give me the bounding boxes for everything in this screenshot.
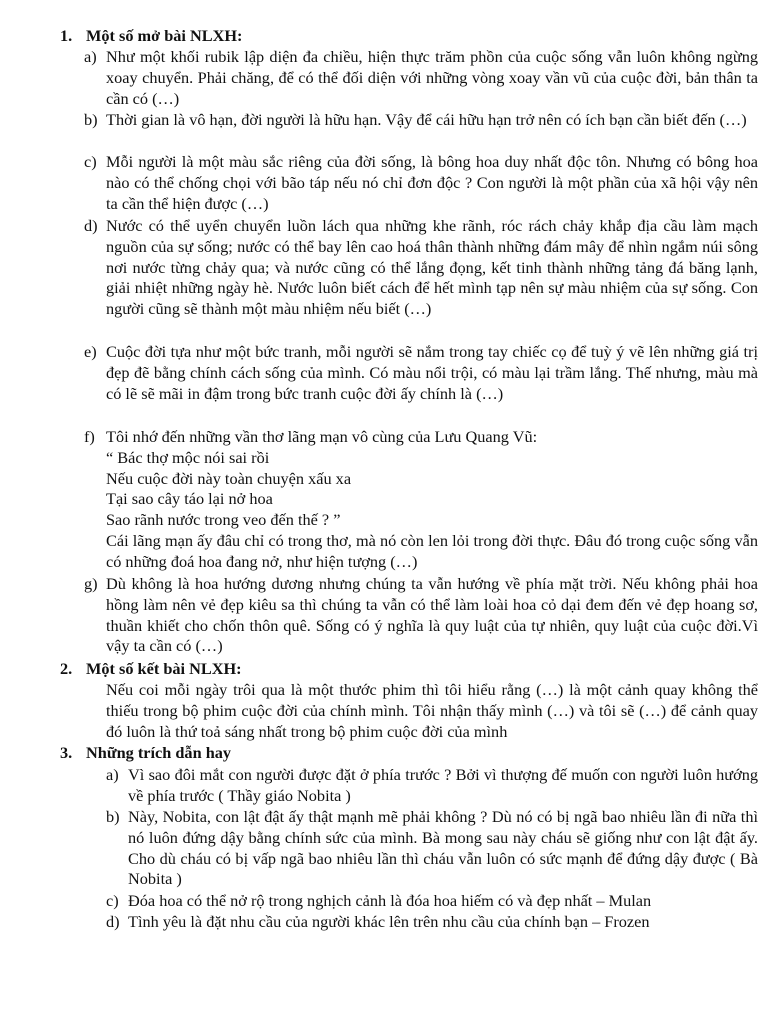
section-3-title: Những trích dẫn hay [86,743,232,762]
item-label: c) [106,891,119,910]
item-label: d) [106,912,120,931]
item-label: b) [106,807,120,826]
section-2-number: 2. [60,659,73,678]
item-text: Này, Nobita, con lật đật ấy thật mạnh mẽ phải không ? Dù nó có bị ngã bao nhiêu lần đi nữa thì nó luôn đứng dậy bằng chính sức của mình. Bà mong sau này cháu sẽ giống như con lật đật ấy. Cho dù cháu có bị vấp ngã bao nhiêu lần thì cháu vẫn luôn có sức mạnh để đứng dậy được ( Bà Nobita ) [128,807,758,889]
item-text: Thời gian là vô hạn, đời người là hữu hạn. Vậy để cái hữu hạn trở nên có ích bạn cần biết đến (…) [106,110,747,129]
section-1-item-b [84,110,758,131]
section-3-item-d [106,912,758,933]
poem-line: Sao rãnh nước trong veo đến thế ? ” [106,510,341,530]
item-text: Mỗi người là một màu sắc riêng của đời sống, là bông hoa duy nhất độc tôn. Nhưng có bông hoa nào có thể chống chọi với bão táp nếu nó chỉ đơn độc ? Con người là một phần của xã hội vậy nên ta cần thể hiện được (…) [106,152,758,213]
item-text: Cuộc đời tựa như một bức tranh, mỗi người sẽ nắm trong tay chiếc cọ để tuỳ ý vẽ lên những giá trị đẹp đẽ bằng chính cách sống của mình. Có màu nổi trội, có màu lại trầm lắng. Thế nhưng, màu mà có lẽ sẽ mãi in đậm trong bức tranh cuộc đời ấy chính là (…) [106,342,758,403]
item-text: Đóa hoa có thể nở rộ trong nghịch cảnh là đóa hoa hiếm có và đẹp nhất – Mulan [128,891,652,910]
item-label: a) [84,47,97,66]
item-label: d) [84,216,98,235]
section-1-heading [60,26,242,47]
section-2-heading [60,659,242,680]
item-label: f) [84,427,95,446]
item-label: g) [84,574,98,593]
item-label: a) [106,765,119,784]
poem-block [106,427,758,573]
section-1-item-c [84,152,758,214]
section-1-item-e [84,342,758,404]
section-3-item-c [106,891,758,912]
section-3-heading [60,743,231,764]
section-1-title: Một số mở bài NLXH: [86,26,243,45]
item-text: Như một khối rubik lập diện đa chiều, hiện thực trăm phồn của cuộc sống vẫn luôn không ngừng xoay chuyển. Phải chăng, để có thể đối diện với những vòng xoay vần vũ của cuộc đời, bản thân ta cần có (…) [106,47,758,108]
item-text: Tình yêu là đặt nhu cầu của người khác lên trên nhu cầu của chính bạn – Frozen [128,912,650,931]
item-label: b) [84,110,98,129]
item-text: Dù không là hoa hướng dương nhưng chúng ta vẫn hướng về phía mặt trời. Nếu không phải hoa hồng làm nên vẻ đẹp kiêu sa thì chúng ta vẫn có thể làm loài hoa cỏ dại đem đến vẻ đẹp hoang sơ, thuần khiết cho chốn thôn quê. Sống có ý nghĩa là quy luật của tự nhiên, quy luật của cuộc đời.Vì vậy ta cần có (…) [106,574,758,656]
section-1-item-g [84,574,758,657]
poem-line: “ Bác thợ mộc nói sai rồi [106,447,270,467]
section-3-item-b [106,807,758,890]
poem-line: Nếu cuộc đời này toàn chuyện xấu xa [106,468,352,488]
section-1-number: 1. [60,26,73,45]
section-2-paragraph [106,680,758,742]
section-3-item-a [106,765,758,807]
item-label: e) [84,342,97,361]
section-2-title: Một số kết bài NLXH: [86,659,242,678]
item-text: Vì sao đôi mắt con người được đặt ở phía trước ? Bởi vì thượng đế muốn con người luôn hướng về phía trước ( Thầy giáo Nobita ) [128,765,758,805]
item-text: Nước có thể uyển chuyển luồn lách qua những khe rãnh, róc rách chảy khắp địa cầu làm mạch nguồn của sự sống; nước có thể bay lên cao hoá thân thành những đám mây để nhìn ngắm núi sông nơi nước từng chảy qua; và nước cũng có thể lắng đọng, kết tinh thành những tảng đá băng lạnh, giải nhiệt những ngày hè. Nước luôn biết cách để hết mình tạp nên sự màu nhiệm của sự sống. Con người cũng sẽ thành một màu nhiệm nếu biết (…) [106,216,758,319]
section-1-item-a [84,47,758,109]
item-text: Cái lãng mạn ấy đâu chỉ có trong thơ, mà nó còn len lỏi trong đời thực. Đâu đó trong cuộc sống vẫn có những đoá hoa đang nở, như hiện tượng (…) [106,530,758,571]
intro-line: Tôi nhớ đến những vần thơ lãng mạn vô cùng của Lưu Quang Vũ: [106,427,538,446]
section-1-item-d [84,216,758,320]
section-1-item-f [84,427,758,573]
item-label: c) [84,152,97,171]
poem-line: Tại sao cây táo lại nở hoa [106,489,273,509]
section-3-number: 3. [60,743,73,762]
item-text: Nếu coi mỗi ngày trôi qua là một thước phim thì tôi hiểu rằng (…) là một cảnh quay không thể thiếu trong bộ phim cuộc đời của chính mình. Tôi nhận thấy mình (…) và tôi sẽ (…) để cảnh quay đó luôn là thứ toả sáng nhất trong bộ phim cuộc đời của mình [106,680,758,741]
